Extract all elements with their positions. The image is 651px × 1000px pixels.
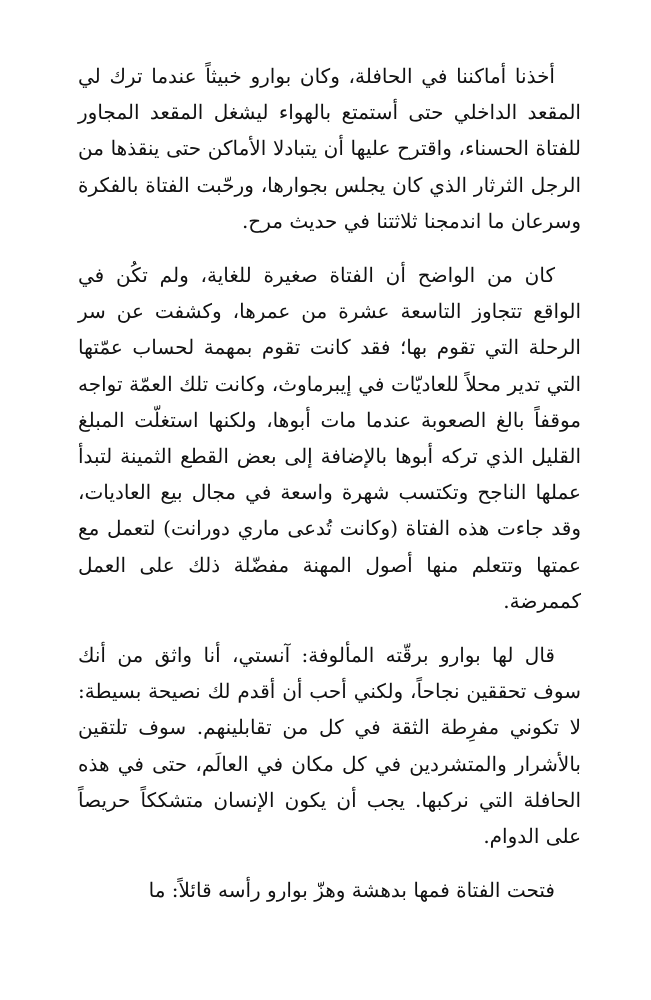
paragraph-fragment: فتحت الفتاة فمها بدهشة وهزّ بوارو رأسه قائلاً: ما [148, 878, 555, 903]
paragraph-poirot-advice: قال لها بوارو برقّته المألوفة: آنستي، أنا واثق من أنك سوف تحققين نجاحاً، ولكني أحب أن أقدم لك نصيحة بسيطة: لا تكوني مفرِطة الثقة في كل من تقابلينهم. سوف تلتقين بالأشرار والمتشردين في كل مكان في العالَم، حتى في هذه الحافلة التي نركبها. يجب أن يكون الإنسان متشككاً حريصاً على الدوام. [78, 643, 581, 849]
paragraph-mary-durrant-background: كان من الواضح أن الفتاة صغيرة للغاية، ولم تكُن في الواقع تتجاوز التاسعة عشرة من عمرها، وكشفت عن سر الرحلة التي تقوم بها؛ فقد كانت تقوم بمهمة لحساب عمّتها التي تدير محلاً للعاديّات في إيبرماوث، وكانت تلك العمّة تواجه موقفاً بالغ الصعوبة عندما مات أبوها، ولكنها استغلّت المبلغ القليل الذي تركه أبوها بالإضافة إلى بعض القطع الثمينة لتبدأ عملها الناجح وتكتسب شهرة واسعة في مجال بيع العاديات، وقد جاءت هذه الفتاة (وكانت تُدعى ماري دورانت) لتعمل مع عمتها وتتعلم منها أصول المهنة مفضّلة ذلك على العمل كممرضة. [78, 263, 581, 613]
paragraph-bus-seating: أخذنا أماكننا في الحافلة، وكان بوارو خبيثاً عندما ترك لي المقعد الداخلي حتى أستمتع بالهواء ليشغل المقعد المجاور للفتاة الحسناء، واقترح عليها أن يتبادلا الأماكن حتى ينقذها من الرجل الثرثار الذي كان يجلس بجوارها، ورحّبت الفتاة بالفكرة وسرعان ما اندمجنا ثلاثتنا في حديث مرح. [78, 64, 581, 233]
book-page [0, 58, 651, 1000]
